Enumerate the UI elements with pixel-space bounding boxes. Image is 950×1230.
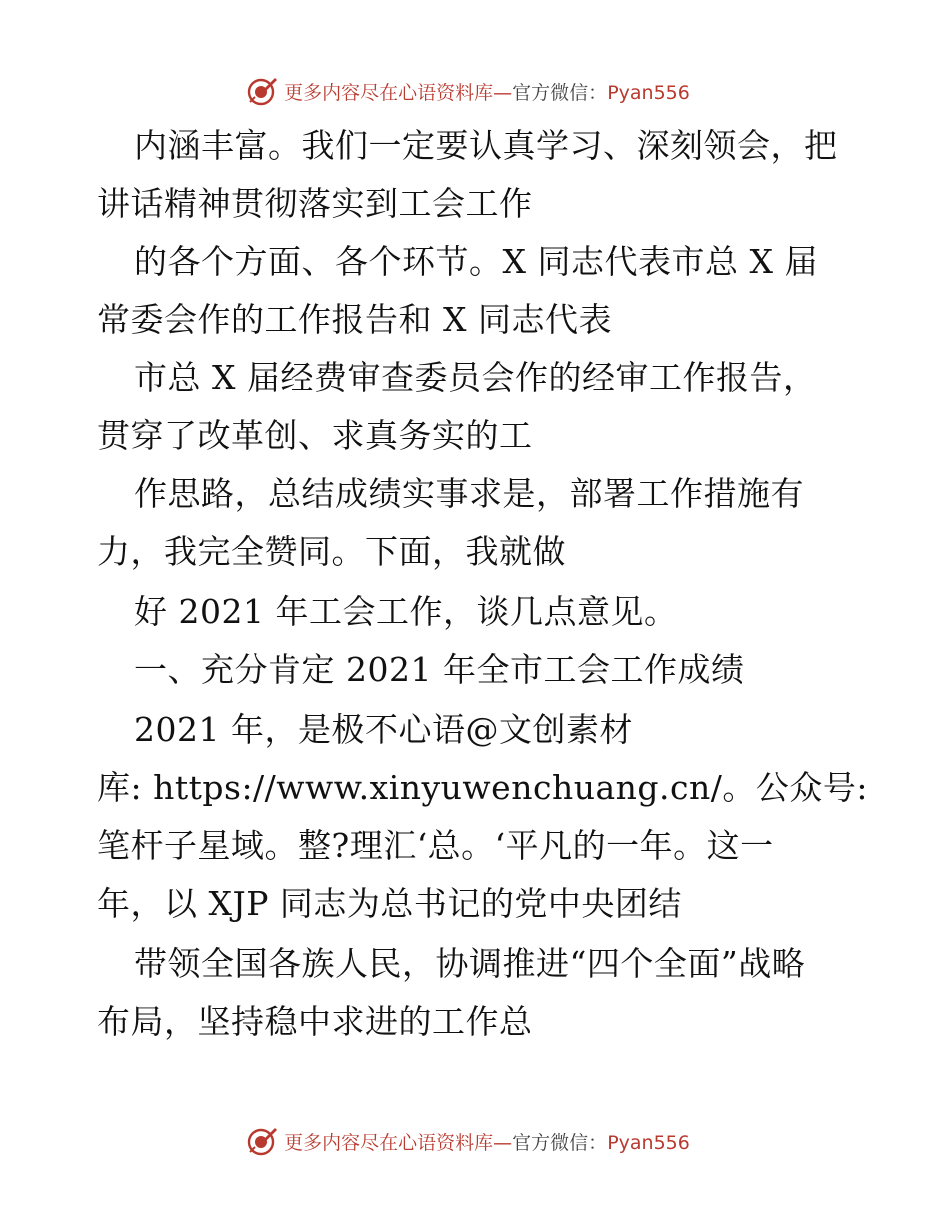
pen-logo-icon bbox=[246, 1125, 278, 1157]
body-line-1: 内涵丰富。我们一定要认真学习、深刻领会，把 bbox=[134, 126, 838, 165]
body-line-11: 2021 年，是极不心语@文创素材 bbox=[134, 710, 633, 749]
header-brand-text: 更多内容尽在心语资料库 bbox=[284, 81, 494, 104]
header-wechat-account: Pyan556 bbox=[607, 81, 690, 104]
footer-banner-text bbox=[284, 1128, 690, 1155]
footer-separator: — bbox=[493, 1131, 513, 1154]
body-line-14: 年，以 XJP 同志为总书记的党中央团结 bbox=[97, 884, 682, 923]
header-watermark-banner bbox=[0, 74, 950, 108]
footer-wechat-account: Pyan556 bbox=[607, 1131, 690, 1154]
body-line-7: 作思路，总结成绩实事求是，部署工作措施有 bbox=[134, 474, 804, 513]
body-line-3: 的各个方面、各个环节。X 同志代表市总 X 届 bbox=[134, 242, 818, 281]
body-line-9: 好 2021 年工会工作，谈几点意见。 bbox=[134, 592, 678, 631]
body-line-8: 力，我完全赞同。下面，我就做 bbox=[97, 532, 566, 571]
body-line-5: 市总 X 届经费审查委员会作的经审工作报告， bbox=[134, 358, 817, 397]
pen-logo-icon bbox=[246, 75, 278, 107]
body-line-15: 带领全国各族人民，协调推进“四个全面”战略 bbox=[134, 944, 806, 983]
body-line-12: 库: https://www.xinyuwenchuang.cn/。公众号: bbox=[97, 768, 868, 807]
header-separator: — bbox=[493, 81, 513, 104]
body-line-4: 常委会作的工作报告和 X 同志代表 bbox=[97, 300, 612, 339]
header-banner-text bbox=[284, 78, 690, 105]
footer-watermark-banner bbox=[0, 1124, 950, 1158]
footer-brand-text: 更多内容尽在心语资料库 bbox=[284, 1131, 494, 1154]
body-line-2: 讲话精神贯彻落实到工会工作 bbox=[97, 184, 533, 223]
footer-wechat-label: 官方微信： bbox=[512, 1131, 608, 1154]
section-heading-1: 一、充分肯定 2021 年全市工会工作成绩 bbox=[134, 650, 745, 689]
header-wechat-label: 官方微信： bbox=[512, 81, 608, 104]
body-line-6: 贯穿了改革创、求真务实的工 bbox=[97, 416, 533, 455]
body-line-16: 布局，坚持稳中求进的工作总 bbox=[97, 1002, 533, 1041]
body-line-13: 笔杆子星域。整?理汇‘总。‘平凡的一年。这一 bbox=[97, 826, 774, 865]
